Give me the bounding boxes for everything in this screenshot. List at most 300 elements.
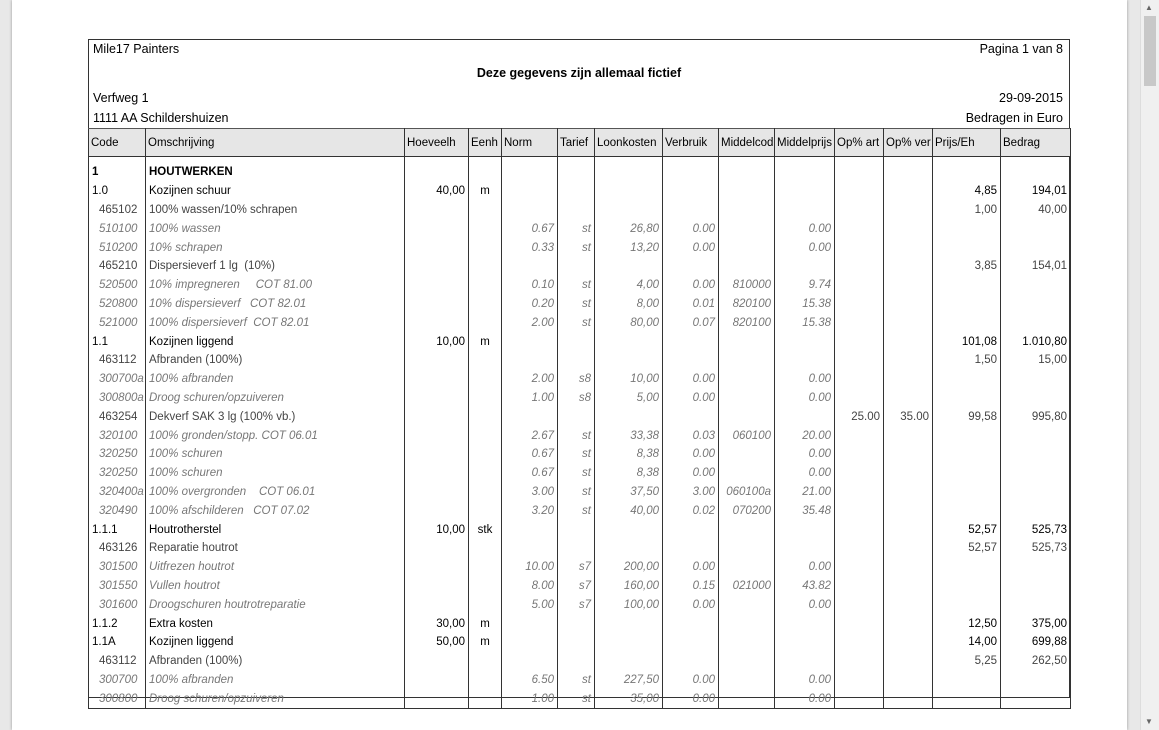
- cell-op-art: [835, 614, 884, 633]
- cell-tarief: s7: [558, 595, 595, 614]
- cell-loonkosten: 160,00: [595, 577, 663, 596]
- cell-verbruik: 0.00: [663, 219, 719, 238]
- cell-verbruik: 0.00: [663, 671, 719, 690]
- cell-omschrijving: Kozijnen liggend: [146, 633, 405, 652]
- cell-tarief: [558, 407, 595, 426]
- cell-bedrag: 15,00: [1001, 351, 1071, 370]
- cell-verbruik: [663, 332, 719, 351]
- cell-verbruik: [663, 539, 719, 558]
- cell-code: 463126: [89, 539, 146, 558]
- table-row: [89, 614, 1071, 633]
- cell-norm: 0.67: [502, 219, 558, 238]
- cell-loonkosten: [595, 652, 663, 671]
- cell-hoeveelh: [405, 689, 469, 708]
- table-row: [89, 689, 1071, 708]
- cell-verbruik: [663, 157, 719, 182]
- report-date: 29-09-2015: [999, 91, 1063, 105]
- cell-tarief: st: [558, 276, 595, 295]
- cell-loonkosten: 33,38: [595, 426, 663, 445]
- cell-loonkosten: [595, 351, 663, 370]
- table-row: [89, 577, 1071, 596]
- cell-middelcode: [719, 595, 775, 614]
- cell-loonkosten: [595, 201, 663, 220]
- cell-bedrag: 40,00: [1001, 201, 1071, 220]
- cell-code: 1: [89, 157, 146, 182]
- cell-hoeveelh: [405, 389, 469, 408]
- cell-middelprijs: 0.00: [775, 370, 835, 389]
- cell-prijs-eh: [933, 219, 1001, 238]
- cell-middelcode: [719, 407, 775, 426]
- cell-middelprijs: 0.00: [775, 689, 835, 708]
- cell-eenh: m: [469, 332, 502, 351]
- cell-middelprijs: 20.00: [775, 426, 835, 445]
- cell-verbruik: 0.01: [663, 295, 719, 314]
- cell-middelcode: 021000: [719, 577, 775, 596]
- cell-eenh: [469, 238, 502, 257]
- cell-prijs-eh: [933, 577, 1001, 596]
- column-header-verbruik: Verbruik: [663, 129, 719, 157]
- cell-middelprijs: 0.00: [775, 558, 835, 577]
- cell-op-ver: [884, 276, 933, 295]
- cell-op-art: [835, 558, 884, 577]
- cell-middelcode: [719, 157, 775, 182]
- cell-code: 320250: [89, 445, 146, 464]
- cell-op-ver: [884, 652, 933, 671]
- cell-code: 465210: [89, 257, 146, 276]
- cell-norm: 10.00: [502, 558, 558, 577]
- table-row: [89, 332, 1071, 351]
- cell-eenh: [469, 389, 502, 408]
- cell-eenh: [469, 445, 502, 464]
- table-row: [89, 652, 1071, 671]
- column-header-omschrijving: Omschrijving: [146, 129, 405, 157]
- cell-prijs-eh: 3,85: [933, 257, 1001, 276]
- column-header-tarief: Tarief: [558, 129, 595, 157]
- scrollbar-thumb[interactable]: [1144, 16, 1156, 86]
- cell-eenh: [469, 426, 502, 445]
- table-row: [89, 257, 1071, 276]
- cell-prijs-eh: [933, 445, 1001, 464]
- cell-bedrag: [1001, 276, 1071, 295]
- cell-op-art: [835, 295, 884, 314]
- cell-middelcode: [719, 219, 775, 238]
- cell-eenh: [469, 351, 502, 370]
- cell-norm: [502, 257, 558, 276]
- table-row: [89, 407, 1071, 426]
- cell-loonkosten: 227,50: [595, 671, 663, 690]
- cell-code: 320400a: [89, 483, 146, 502]
- cell-verbruik: 0.00: [663, 238, 719, 257]
- cell-hoeveelh: [405, 539, 469, 558]
- cell-middelprijs: [775, 157, 835, 182]
- cell-norm: 1.00: [502, 689, 558, 708]
- cell-omschrijving: Dekverf SAK 3 lg (100% vb.): [146, 407, 405, 426]
- cell-hoeveelh: [405, 445, 469, 464]
- cell-tarief: [558, 182, 595, 201]
- cell-loonkosten: [595, 614, 663, 633]
- cell-op-art: [835, 351, 884, 370]
- cell-bedrag: [1001, 157, 1071, 182]
- cell-loonkosten: 26,80: [595, 219, 663, 238]
- cell-loonkosten: 100,00: [595, 595, 663, 614]
- cell-hoeveelh: 30,00: [405, 614, 469, 633]
- cell-bedrag: [1001, 426, 1071, 445]
- cell-bedrag: 154,01: [1001, 257, 1071, 276]
- cell-op-ver: [884, 595, 933, 614]
- cell-prijs-eh: [933, 426, 1001, 445]
- cell-middelcode: [719, 539, 775, 558]
- cell-middelcode: [719, 652, 775, 671]
- cell-code: 1.1.1: [89, 520, 146, 539]
- cell-verbruik: [663, 351, 719, 370]
- cell-op-ver: [884, 633, 933, 652]
- table-row: [89, 633, 1071, 652]
- column-header-middelcode: Middelcod: [719, 129, 775, 157]
- cell-middelprijs: 0.00: [775, 445, 835, 464]
- cell-eenh: stk: [469, 520, 502, 539]
- cell-op-ver: [884, 501, 933, 520]
- cell-eenh: [469, 689, 502, 708]
- cell-verbruik: [663, 407, 719, 426]
- cell-prijs-eh: [933, 313, 1001, 332]
- cell-hoeveelh: [405, 577, 469, 596]
- cell-op-ver: [884, 614, 933, 633]
- cell-loonkosten: [595, 633, 663, 652]
- cell-op-ver: [884, 313, 933, 332]
- cell-code: 301550: [89, 577, 146, 596]
- cell-hoeveelh: [405, 426, 469, 445]
- cell-tarief: [558, 520, 595, 539]
- cell-code: 521000: [89, 313, 146, 332]
- cell-bedrag: 525,73: [1001, 539, 1071, 558]
- table-row: [89, 219, 1071, 238]
- cell-eenh: [469, 157, 502, 182]
- cell-tarief: st: [558, 313, 595, 332]
- cell-bedrag: [1001, 238, 1071, 257]
- table-body: [89, 157, 1071, 709]
- cell-norm: 0.20: [502, 295, 558, 314]
- cell-eenh: [469, 652, 502, 671]
- cell-tarief: st: [558, 464, 595, 483]
- cell-bedrag: 525,73: [1001, 520, 1071, 539]
- cell-middelcode: [719, 351, 775, 370]
- currency-note: Bedragen in Euro: [965, 111, 1063, 125]
- cell-prijs-eh: [933, 671, 1001, 690]
- cell-tarief: st: [558, 238, 595, 257]
- cell-middelprijs: 0.00: [775, 219, 835, 238]
- cell-hoeveelh: 40,00: [405, 182, 469, 201]
- column-header-op-ver: Op% ver: [884, 129, 933, 157]
- column-header-prijs-eh: Prijs/Eh: [933, 129, 1001, 157]
- cell-verbruik: [663, 652, 719, 671]
- cell-middelprijs: [775, 520, 835, 539]
- cell-hoeveelh: [405, 313, 469, 332]
- table-row: [89, 671, 1071, 690]
- cell-omschrijving: 10% schrapen: [146, 238, 405, 257]
- cell-code: 463112: [89, 351, 146, 370]
- cell-middelcode: [719, 445, 775, 464]
- cell-verbruik: [663, 257, 719, 276]
- cell-hoeveelh: [405, 295, 469, 314]
- cell-hoeveelh: [405, 501, 469, 520]
- table-row: [89, 558, 1071, 577]
- cell-op-art: [835, 257, 884, 276]
- cell-eenh: [469, 558, 502, 577]
- cell-tarief: [558, 157, 595, 182]
- cell-middelcode: [719, 370, 775, 389]
- cell-eenh: m: [469, 614, 502, 633]
- cell-tarief: st: [558, 483, 595, 502]
- cell-norm: 2.00: [502, 313, 558, 332]
- cell-tarief: st: [558, 426, 595, 445]
- cell-middelcode: [719, 257, 775, 276]
- cell-op-ver: [884, 445, 933, 464]
- cell-op-ver: [884, 464, 933, 483]
- cell-prijs-eh: [933, 464, 1001, 483]
- cell-norm: 0.67: [502, 464, 558, 483]
- cell-middelprijs: [775, 633, 835, 652]
- cell-tarief: st: [558, 445, 595, 464]
- cell-prijs-eh: 1,50: [933, 351, 1001, 370]
- cell-op-art: [835, 483, 884, 502]
- cell-tarief: [558, 201, 595, 220]
- cell-verbruik: 0.00: [663, 558, 719, 577]
- cell-verbruik: 0.00: [663, 276, 719, 295]
- cell-middelcode: 820100: [719, 295, 775, 314]
- cell-loonkosten: 35,00: [595, 689, 663, 708]
- cell-tarief: st: [558, 295, 595, 314]
- cell-middelcode: 820100: [719, 313, 775, 332]
- cell-middelprijs: [775, 351, 835, 370]
- cell-hoeveelh: [405, 464, 469, 483]
- cell-op-ver: [884, 332, 933, 351]
- cell-op-art: [835, 332, 884, 351]
- cell-prijs-eh: [933, 595, 1001, 614]
- cell-tarief: s8: [558, 370, 595, 389]
- cell-verbruik: 0.03: [663, 426, 719, 445]
- address-city: 1111 AA Schildershuizen: [93, 111, 229, 125]
- cell-prijs-eh: [933, 295, 1001, 314]
- cell-bedrag: [1001, 389, 1071, 408]
- table-row: [89, 276, 1071, 295]
- cell-verbruik: 0.07: [663, 313, 719, 332]
- cell-norm: [502, 652, 558, 671]
- cell-eenh: [469, 276, 502, 295]
- table-row: [89, 539, 1071, 558]
- cell-op-art: [835, 520, 884, 539]
- cell-prijs-eh: 52,57: [933, 539, 1001, 558]
- table-row: [89, 464, 1071, 483]
- cell-verbruik: [663, 520, 719, 539]
- cell-omschrijving: 100% wassen: [146, 219, 405, 238]
- vertical-scrollbar[interactable]: [1140, 0, 1159, 730]
- cell-middelcode: [719, 389, 775, 408]
- cell-middelcode: 060100a: [719, 483, 775, 502]
- cell-omschrijving: Kozijnen schuur: [146, 182, 405, 201]
- cell-middelprijs: 15.38: [775, 313, 835, 332]
- cell-bedrag: [1001, 558, 1071, 577]
- cell-op-ver: [884, 238, 933, 257]
- cell-op-art: [835, 671, 884, 690]
- cell-tarief: [558, 633, 595, 652]
- cell-prijs-eh: 101,08: [933, 332, 1001, 351]
- cell-omschrijving: Droogschuren houtrotreparatie: [146, 595, 405, 614]
- cell-code: 300700a: [89, 370, 146, 389]
- scroll-up-icon[interactable]: ▲: [1145, 3, 1153, 12]
- cell-loonkosten: 13,20: [595, 238, 663, 257]
- page-number: Pagina 1 van 8: [979, 42, 1063, 56]
- cell-bedrag: [1001, 501, 1071, 520]
- cell-bedrag: [1001, 577, 1071, 596]
- cell-prijs-eh: [933, 370, 1001, 389]
- cell-middelcode: [719, 689, 775, 708]
- cell-middelprijs: 0.00: [775, 389, 835, 408]
- cell-omschrijving: Afbranden (100%): [146, 652, 405, 671]
- cell-verbruik: 0.00: [663, 445, 719, 464]
- cell-middelprijs: [775, 652, 835, 671]
- cell-hoeveelh: [405, 219, 469, 238]
- cell-omschrijving: Extra kosten: [146, 614, 405, 633]
- cell-prijs-eh: [933, 483, 1001, 502]
- cell-omschrijving: 100% afschilderen COT 07.02: [146, 501, 405, 520]
- cell-tarief: s7: [558, 558, 595, 577]
- cell-hoeveelh: [405, 238, 469, 257]
- cell-norm: [502, 351, 558, 370]
- cell-op-art: [835, 276, 884, 295]
- cell-op-art: [835, 238, 884, 257]
- cell-omschrijving: Afbranden (100%): [146, 351, 405, 370]
- cell-op-art: [835, 577, 884, 596]
- cell-verbruik: [663, 182, 719, 201]
- cell-prijs-eh: [933, 558, 1001, 577]
- cell-eenh: [469, 577, 502, 596]
- cell-op-ver: [884, 426, 933, 445]
- cell-loonkosten: [595, 332, 663, 351]
- cell-prijs-eh: 99,58: [933, 407, 1001, 426]
- cell-tarief: st: [558, 671, 595, 690]
- cell-eenh: [469, 295, 502, 314]
- cell-bedrag: [1001, 689, 1071, 708]
- cell-tarief: [558, 332, 595, 351]
- cell-omschrijving: Reparatie houtrot: [146, 539, 405, 558]
- cell-code: 510100: [89, 219, 146, 238]
- cell-code: 300700: [89, 671, 146, 690]
- cell-omschrijving: Uitfrezen houtrot: [146, 558, 405, 577]
- cell-prijs-eh: [933, 689, 1001, 708]
- cell-op-ver: [884, 351, 933, 370]
- cell-hoeveelh: [405, 558, 469, 577]
- cell-bedrag: [1001, 219, 1071, 238]
- cell-omschrijving: Vullen houtrot: [146, 577, 405, 596]
- cell-bedrag: [1001, 671, 1071, 690]
- cell-hoeveelh: 10,00: [405, 520, 469, 539]
- cell-middelcode: [719, 201, 775, 220]
- cell-norm: 2.00: [502, 370, 558, 389]
- cell-op-ver: [884, 295, 933, 314]
- column-header-code: Code: [89, 129, 146, 157]
- cell-op-ver: [884, 389, 933, 408]
- cell-middelcode: [719, 332, 775, 351]
- cell-op-ver: [884, 689, 933, 708]
- cell-hoeveelh: [405, 671, 469, 690]
- scroll-down-icon[interactable]: ▼: [1145, 717, 1153, 726]
- cell-op-ver: [884, 201, 933, 220]
- cell-norm: [502, 520, 558, 539]
- cell-loonkosten: 80,00: [595, 313, 663, 332]
- cell-tarief: [558, 351, 595, 370]
- cell-code: 320100: [89, 426, 146, 445]
- cell-loonkosten: [595, 157, 663, 182]
- cell-middelprijs: [775, 182, 835, 201]
- cell-code: 520800: [89, 295, 146, 314]
- cell-hoeveelh: [405, 157, 469, 182]
- cell-middelcode: 060100: [719, 426, 775, 445]
- cell-norm: [502, 407, 558, 426]
- cell-eenh: [469, 595, 502, 614]
- cell-middelcode: [719, 558, 775, 577]
- cell-loonkosten: 4,00: [595, 276, 663, 295]
- table-row: [89, 182, 1071, 201]
- table-row: [89, 238, 1071, 257]
- cell-middelprijs: 0.00: [775, 595, 835, 614]
- table-row: [89, 351, 1071, 370]
- cell-code: 510200: [89, 238, 146, 257]
- cell-norm: 5.00: [502, 595, 558, 614]
- cell-bedrag: 1.010,80: [1001, 332, 1071, 351]
- table-row: [89, 445, 1071, 464]
- cell-omschrijving: 100% afbranden: [146, 671, 405, 690]
- cell-norm: 0.67: [502, 445, 558, 464]
- cell-eenh: [469, 219, 502, 238]
- cell-op-ver: [884, 157, 933, 182]
- cell-verbruik: [663, 614, 719, 633]
- column-header-middelprijs: Middelprijs: [775, 129, 835, 157]
- cell-loonkosten: [595, 520, 663, 539]
- cell-code: 465102: [89, 201, 146, 220]
- company-name: Mile17 Painters: [93, 42, 180, 56]
- cell-eenh: [469, 464, 502, 483]
- cell-norm: [502, 157, 558, 182]
- cell-omschrijving: 100% gronden/stopp. COT 06.01: [146, 426, 405, 445]
- column-header-eenh: Eenh: [469, 129, 502, 157]
- cell-verbruik: 0.00: [663, 389, 719, 408]
- cell-prijs-eh: [933, 501, 1001, 520]
- cell-middelcode: [719, 238, 775, 257]
- cell-omschrijving: 100% schuren: [146, 464, 405, 483]
- cell-eenh: [469, 539, 502, 558]
- cell-tarief: [558, 652, 595, 671]
- cell-norm: [502, 614, 558, 633]
- cell-omschrijving: 10% impregneren COT 81.00: [146, 276, 405, 295]
- cell-middelprijs: 35.48: [775, 501, 835, 520]
- cell-loonkosten: [595, 407, 663, 426]
- column-header-norm: Norm: [502, 129, 558, 157]
- table-row: [89, 595, 1071, 614]
- cell-hoeveelh: [405, 351, 469, 370]
- cell-verbruik: 0.00: [663, 464, 719, 483]
- cell-bedrag: 699,88: [1001, 633, 1071, 652]
- cell-norm: 3.00: [502, 483, 558, 502]
- cell-tarief: st: [558, 501, 595, 520]
- cell-norm: 0.10: [502, 276, 558, 295]
- cell-op-art: 25.00: [835, 407, 884, 426]
- cell-tarief: s7: [558, 577, 595, 596]
- cell-eenh: [469, 313, 502, 332]
- cell-eenh: m: [469, 182, 502, 201]
- cell-op-art: [835, 652, 884, 671]
- cell-op-art: [835, 539, 884, 558]
- cell-op-ver: [884, 483, 933, 502]
